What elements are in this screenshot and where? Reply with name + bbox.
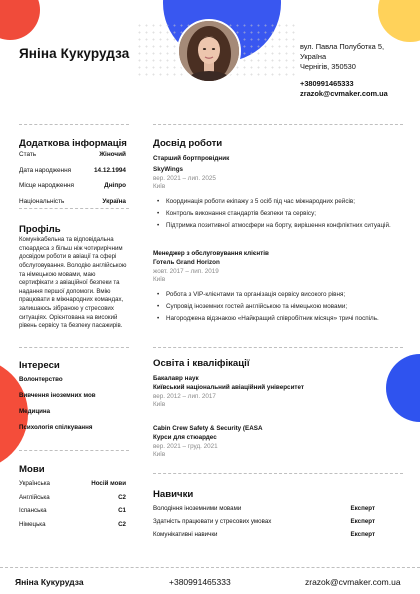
candidate-name: Яніна Кукурудза [19, 46, 130, 61]
job-entry [153, 250, 403, 327]
job-entry [153, 155, 403, 234]
language-row: Англійська C2 [19, 493, 126, 501]
job-bullet: • Підтримка позитивної атмосфери на борту, вирішення конфліктних ситуацій. [153, 222, 403, 234]
education-entry [153, 375, 403, 408]
info-row: Стать Жіночий [19, 151, 126, 159]
page-footer [0, 574, 420, 594]
education-org: Київський національний авіаційний університет [153, 384, 305, 391]
education-dates: вер. 2012 – лип. 2017 [153, 393, 216, 400]
additional-info-list [19, 147, 126, 209]
divider [153, 347, 403, 348]
interest-item: Психологія спілкування [19, 424, 93, 431]
footer-email[interactable]: zrazok@cvmaker.com.ua [305, 577, 401, 587]
job-location: Київ [153, 276, 166, 283]
address-line-2: Чернігів, 350530 [300, 61, 356, 71]
email-address[interactable]: zrazok@cvmaker.com.ua [300, 88, 388, 98]
section-title-experience: Досвід роботи [153, 138, 223, 149]
education-org: Курси для стюардес [153, 434, 217, 441]
section-title-additional: Додаткова інформація [19, 138, 127, 149]
decor-yellow-corner [378, 0, 420, 42]
divider [153, 124, 403, 125]
education-title: Бакалавр наук [153, 375, 199, 382]
info-row: Місце народження Дніпро [19, 182, 126, 190]
section-title-interests: Інтереси [19, 360, 60, 371]
divider [19, 124, 129, 125]
section-title-skills: Навички [153, 489, 194, 500]
job-bullet: • Координація роботи екіпажу з 5 осіб під час міжнародних рейсів; [153, 198, 403, 210]
job-bullet: • Контроль виконання стандартів безпеки та сервісу; [153, 210, 403, 222]
job-company: Готель Grand Horizon [153, 259, 220, 266]
divider [19, 450, 129, 451]
job-location: Київ [153, 183, 166, 190]
interest-item: Вивчення іноземних мов [19, 392, 96, 399]
interests-list [19, 376, 96, 440]
language-row: Українська Носій мови [19, 480, 126, 488]
language-row: Німецька C2 [19, 520, 126, 528]
footer-divider [0, 567, 420, 568]
contact-block [300, 42, 410, 99]
address-line-1: вул. Павла Полуботка 5, Україна [300, 42, 385, 61]
job-title: Менеджер з обслуговування клієнтів [153, 250, 269, 257]
interest-item: Волонтерство [19, 376, 63, 383]
skill-row: Комунікативні навички Експерт [153, 531, 375, 538]
info-row: Національність Україна [19, 197, 126, 205]
job-company: SkyWings [153, 166, 184, 173]
footer-phone[interactable]: +380991465333 [169, 577, 231, 587]
section-title-profile: Профіль [19, 224, 61, 235]
job-bullets [153, 291, 403, 327]
skill-row: Здатність працювати у стресових умовах Експерт [153, 518, 375, 525]
education-entry [153, 425, 403, 458]
job-bullet: • Супровід іноземних гостей англійською та німецькою мовами; [153, 303, 403, 315]
education-location: Київ [153, 401, 166, 408]
skills-list [153, 502, 375, 541]
language-row: Іспанська C1 [19, 507, 126, 515]
profile-photo [177, 19, 241, 83]
job-dates: вер. 2021 – лип. 2025 [153, 175, 216, 182]
education-title: Cabin Crew Safety & Security (EASA [153, 425, 263, 432]
section-title-education: Освіта і кваліфікації [153, 358, 250, 369]
skill-row: Володіння іноземними мовами Експерт [153, 505, 375, 512]
divider [19, 347, 129, 348]
job-title: Старший бортпровідник [153, 155, 230, 162]
divider [153, 473, 403, 474]
phone-number[interactable]: +380991465333 [300, 78, 354, 88]
section-title-languages: Мови [19, 464, 45, 475]
job-bullet: • Робота з VIP-клієнтами та організація сервісу високого рівня; [153, 291, 403, 303]
languages-list [19, 477, 126, 531]
footer-name: Яніна Кукурудза [15, 577, 84, 587]
education-dates: вер. 2021 – груд. 2021 [153, 443, 218, 450]
education-location: Київ [153, 451, 166, 458]
profile-text: Комунікабельна та відповідальна стюардеса з більш ніж чотирирічним досвідом роботи в авіації та сфері обслуговування. Володію англійською та німецькою мовами, маю сертифікати з авіаційної безпеки та надання першої допомоги. Вмію працювати в міжнародних командах, залишаюсь зібраною у стресових ситуаціях. Орієнтована на високий рівень сервісу та безпеку пасажирів. [19, 236, 127, 330]
job-bullets [153, 198, 403, 234]
job-dates: жовт. 2017 – лип. 2019 [153, 268, 219, 275]
info-row: Дата народження 14.12.1994 [19, 166, 126, 174]
decor-red-corner [0, 0, 40, 40]
interest-item: Медицина [19, 408, 51, 415]
job-bullet: • Нагороджена відзнакою «Найкращий співробітник місяця» тричі поспіль. [153, 315, 403, 327]
